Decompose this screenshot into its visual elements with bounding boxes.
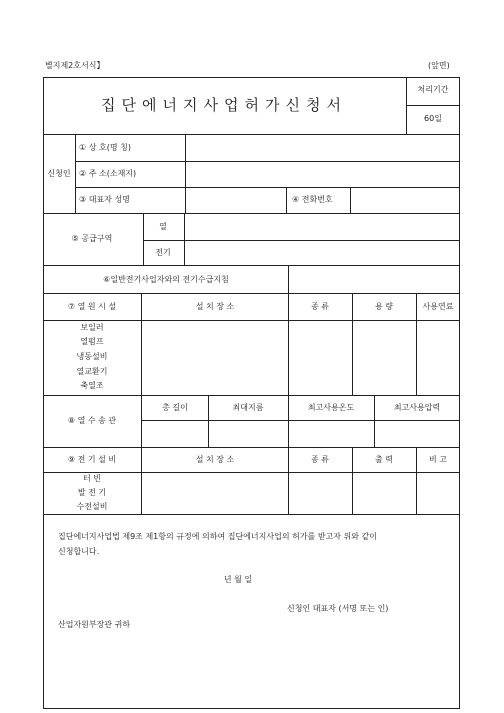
general-supply-label: ⑥일반전기사업자와의 전기수급지침: [103, 275, 229, 284]
address-label: ② 주 소(소재지): [79, 169, 137, 178]
rule: [288, 395, 289, 447]
rule: [352, 447, 353, 514]
heat-source-item: 열펌프: [80, 337, 104, 346]
supply-electric-label: 전기: [155, 248, 171, 257]
rule: [141, 293, 142, 514]
electric-facility-label: ⑨ 전 기 설 비: [67, 455, 117, 464]
representative-field[interactable]: [186, 188, 285, 213]
supply-heat-field[interactable]: [185, 214, 459, 240]
electric-location-header: 설 치 장 소: [195, 455, 235, 464]
rule: [406, 77, 407, 134]
declaration-text: 집단에너지사업법 제9조 제1항의 규정에 의하여 집단에너지사업의 허가를 받고자 위와 같이: [58, 532, 377, 541]
heat-source-capacity-header: 용 량: [375, 302, 393, 311]
rule: [288, 447, 289, 514]
rule: [416, 293, 417, 395]
business-name-label: ① 상 호(명 칭): [79, 143, 131, 152]
signature-line[interactable]: 신청인 대표자 (서명 또는 인): [287, 604, 389, 613]
pipe-total-length-header: 총 길이: [162, 403, 188, 412]
electric-remarks-header: 비 고: [429, 455, 447, 464]
general-supply-field[interactable]: [289, 266, 459, 293]
rule: [208, 395, 209, 447]
electric-item: 수전설비: [76, 502, 108, 511]
representative-label: ③ 대표자 성명: [79, 195, 130, 204]
supply-zone-label: ⑤ 공급구역: [71, 234, 113, 243]
pipe-max-temp-header: 최고사용온도: [307, 403, 355, 412]
applicant-label: 신청인: [47, 169, 71, 178]
business-name-field[interactable]: [186, 135, 459, 161]
heat-source-item: 열교환기: [76, 367, 108, 376]
pipe-max-diameter-header: 최대지름: [232, 403, 264, 412]
address-field[interactable]: [186, 162, 459, 187]
pipe-max-pressure-header: 최고사용압력: [393, 403, 441, 412]
recipient: 산업자원부장관 귀하: [58, 620, 131, 629]
form-number: 별지제2호서식】: [45, 61, 105, 70]
phone-label: ④ 전화번호: [292, 195, 333, 204]
heat-pipe-label: ⑧ 열 수 송 관: [67, 416, 117, 425]
rule: [286, 187, 287, 213]
heat-source-item: 축열조: [80, 381, 104, 390]
rule: [43, 395, 460, 396]
rule: [43, 293, 460, 294]
heat-source-type-header: 종 류: [311, 302, 329, 311]
processing-period-value: 60일: [424, 114, 442, 123]
electric-type-header: 종 류: [311, 455, 329, 464]
heat-source-label: ⑦ 열 원 시 설: [67, 302, 117, 311]
rule: [288, 293, 289, 395]
processing-period-label: 처리기간: [417, 85, 449, 94]
rule: [75, 134, 76, 213]
form-title: 집단에너지사업허가신청서: [101, 96, 347, 114]
rule: [43, 472, 460, 473]
heat-source-item: 보일러: [80, 323, 104, 332]
rule: [141, 420, 460, 421]
supply-heat-label: 열: [159, 222, 167, 231]
electric-output-header: 출 력: [375, 455, 393, 464]
heat-source-location-header: 설 치 장 소: [195, 302, 235, 311]
page-side-label: (앞면): [428, 61, 450, 70]
rule: [143, 213, 144, 265]
date-line[interactable]: 년 월 일: [223, 575, 253, 584]
declaration-text-cont: 신청합니다.: [58, 547, 100, 556]
rule: [416, 447, 417, 514]
rule: [43, 320, 460, 321]
rule: [374, 395, 375, 447]
heat-source-fuel-header: 사용연료: [422, 302, 454, 311]
electric-item: 발 전 기: [77, 488, 107, 497]
supply-electric-field[interactable]: [185, 241, 459, 265]
rule: [43, 447, 460, 448]
rule: [352, 293, 353, 395]
rule: [406, 105, 460, 106]
phone-field[interactable]: [351, 188, 459, 213]
heat-source-item: 냉동설비: [76, 352, 108, 361]
electric-item: 터 빈: [83, 474, 101, 483]
rule: [43, 514, 460, 515]
